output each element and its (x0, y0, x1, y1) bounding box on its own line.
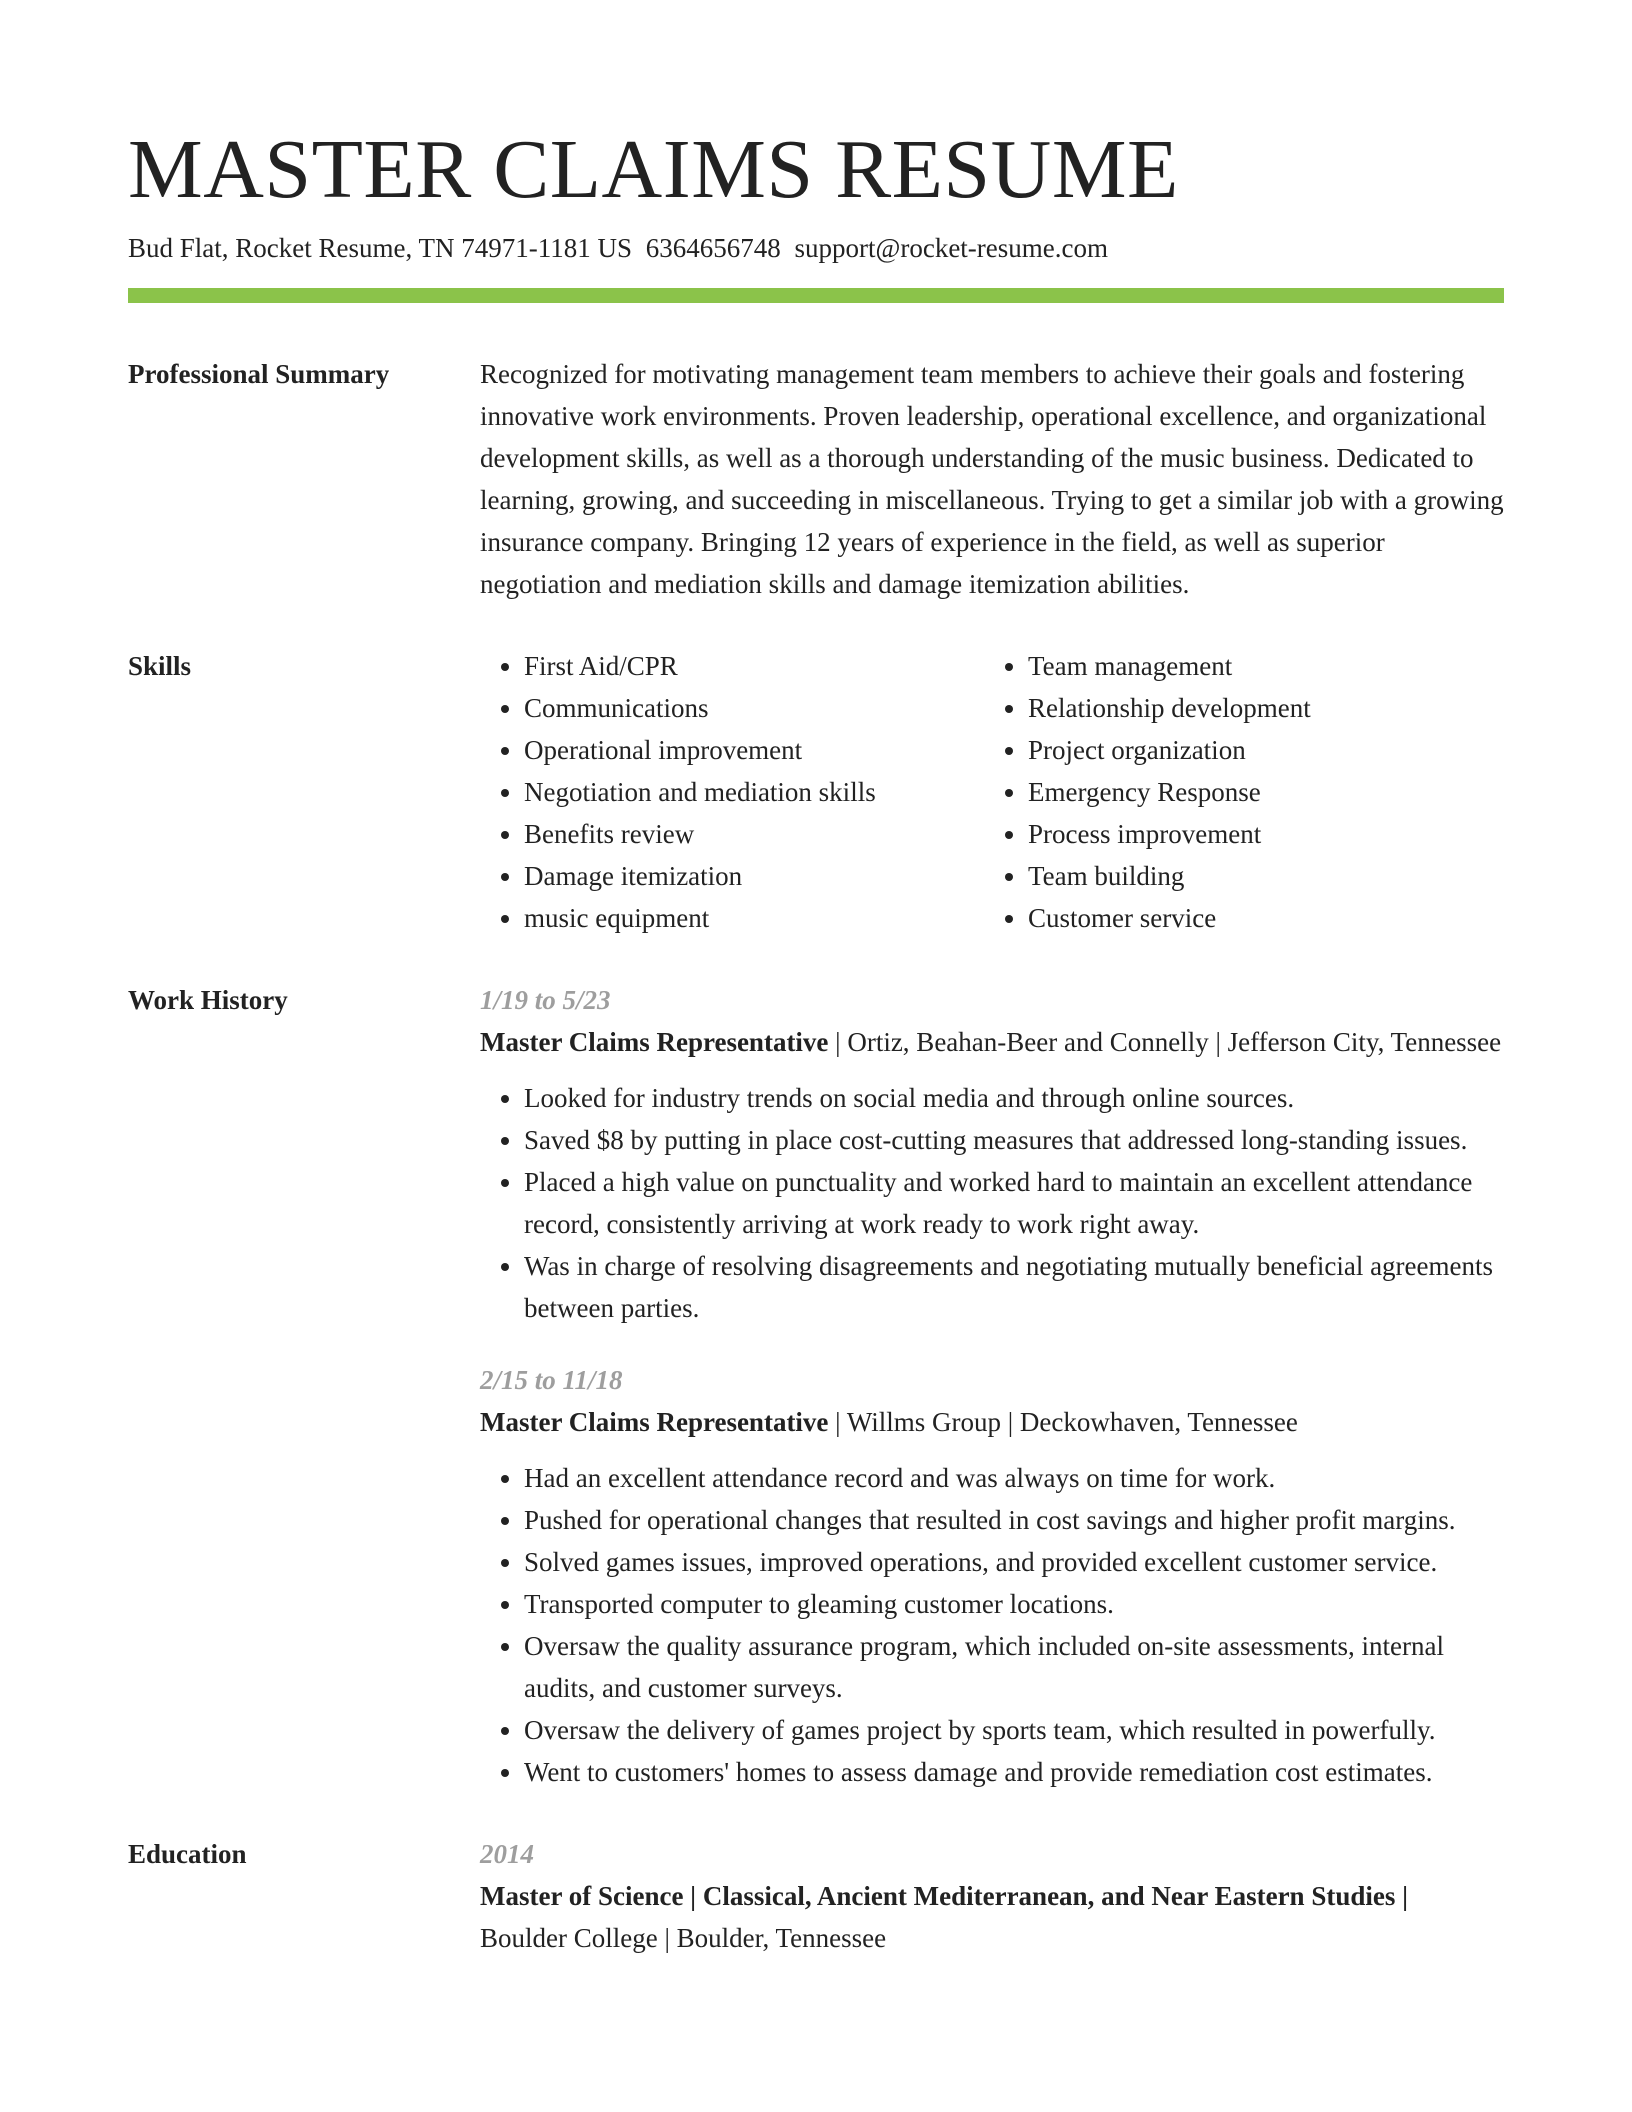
education-degree-line (480, 1875, 1504, 1917)
education-degree: Master of Science | Classical, Ancient Mediterranean, and Near Eastern Studies | (480, 1881, 1409, 1911)
job-dates: 2/15 to 11/18 (480, 1365, 623, 1395)
education-school: Boulder College | Boulder, Tennessee (480, 1923, 887, 1953)
email: support@rocket-resume.com (794, 233, 1109, 263)
skill-item: • Negotiation and mediation skills (524, 771, 984, 813)
job-details: | Ortiz, Beahan-Beer and Connelly | Jefferson City, Tennessee (828, 1027, 1502, 1057)
skill-item: • Communications (524, 687, 984, 729)
job-bullet: • Solved games issues, improved operations, and provided excellent customer service. (524, 1541, 1504, 1583)
phone: 6364656748 (645, 233, 781, 263)
work-history-section (128, 979, 1504, 1823)
job-title: Master Claims Representative (480, 1407, 829, 1437)
skills-list-left (480, 645, 984, 939)
summary-section (128, 353, 1504, 605)
work-history-body (480, 979, 1504, 1823)
skill-item: • Team building (1028, 855, 1488, 897)
job-heading (480, 1401, 1504, 1443)
job-title: Master Claims Representative (480, 1027, 829, 1057)
skill-item: • music equipment (524, 897, 984, 939)
education-section (128, 1833, 1504, 1959)
skill-item: • Customer service (1028, 897, 1488, 939)
section-heading-summary: Professional Summary (128, 359, 390, 389)
job-entry (480, 1359, 1504, 1793)
skill-item: • Team management (1028, 645, 1488, 687)
section-heading-work-history: Work History (128, 985, 288, 1015)
education-body (480, 1833, 1504, 1959)
job-bullet: • Oversaw the quality assurance program, which included on-site assessments, internal audits, and customer surveys. (524, 1625, 1504, 1709)
job-bullet: • Looked for industry trends on social media and through online sources. (524, 1077, 1504, 1119)
job-bullet: • Oversaw the delivery of games project by sports team, which resulted in powerfully. (524, 1709, 1504, 1751)
job-bullet: • Was in charge of resolving disagreements and negotiating mutually beneficial agreements between parties. (524, 1245, 1504, 1329)
summary-text: Recognized for motivating management team members to achieve their goals and fostering innovative work environments. Proven leadership, operational excellence, and organizational development skills, as well as a thorough understanding of the music business. Dedicated to learning, growing, and succeeding in miscellaneous. Trying to get a similar job with a growing insurance company. Bringing 12 years of experience in the field, as well as superior negotiation and mediation skills and damage itemization abilities. (480, 359, 1504, 599)
job-bullet: • Had an excellent attendance record and was always on time for work. (524, 1457, 1504, 1499)
job-details: | Willms Group | Deckowhaven, Tennessee (828, 1407, 1298, 1437)
skills-list-right (984, 645, 1488, 939)
skill-item: • First Aid/CPR (524, 645, 984, 687)
skill-item: • Relationship development (1028, 687, 1488, 729)
job-dates: 1/19 to 5/23 (480, 985, 611, 1015)
summary-body (480, 353, 1504, 605)
job-bullet: • Placed a high value on punctuality and worked hard to maintain an excellent attendance record, consistently arriving at work ready to work right away. (524, 1161, 1504, 1245)
job-heading (480, 1021, 1504, 1063)
job-bullet: • Transported computer to gleaming customer locations. (524, 1583, 1504, 1625)
section-heading-education: Education (128, 1839, 247, 1869)
skills-grid (480, 645, 1504, 939)
job-bullet: • Pushed for operational changes that resulted in cost savings and higher profit margins. (524, 1499, 1504, 1541)
resume-page (128, 0, 1504, 1959)
address: Bud Flat, Rocket Resume, TN 74971-1181 US (128, 233, 632, 263)
skill-item: • Project organization (1028, 729, 1488, 771)
skill-item: • Emergency Response (1028, 771, 1488, 813)
resume-title: MASTER CLAIMS RESUME (128, 123, 1179, 216)
header-divider (128, 288, 1504, 303)
job-bullet: • Saved $8 by putting in place cost-cutting measures that addressed long-standing issues. (524, 1119, 1504, 1161)
skill-item: • Damage itemization (524, 855, 984, 897)
job-bullets (480, 1077, 1504, 1329)
section-heading-skills: Skills (128, 651, 192, 681)
contact-line (128, 230, 1504, 266)
job-bullets (480, 1457, 1504, 1793)
skill-item: • Benefits review (524, 813, 984, 855)
education-year: 2014 (480, 1839, 534, 1869)
skill-item: • Operational improvement (524, 729, 984, 771)
job-bullet: • Went to customers' homes to assess damage and provide remediation cost estimates. (524, 1751, 1504, 1793)
skills-section (128, 645, 1504, 939)
skill-item: • Process improvement (1028, 813, 1488, 855)
job-entry (480, 979, 1504, 1329)
